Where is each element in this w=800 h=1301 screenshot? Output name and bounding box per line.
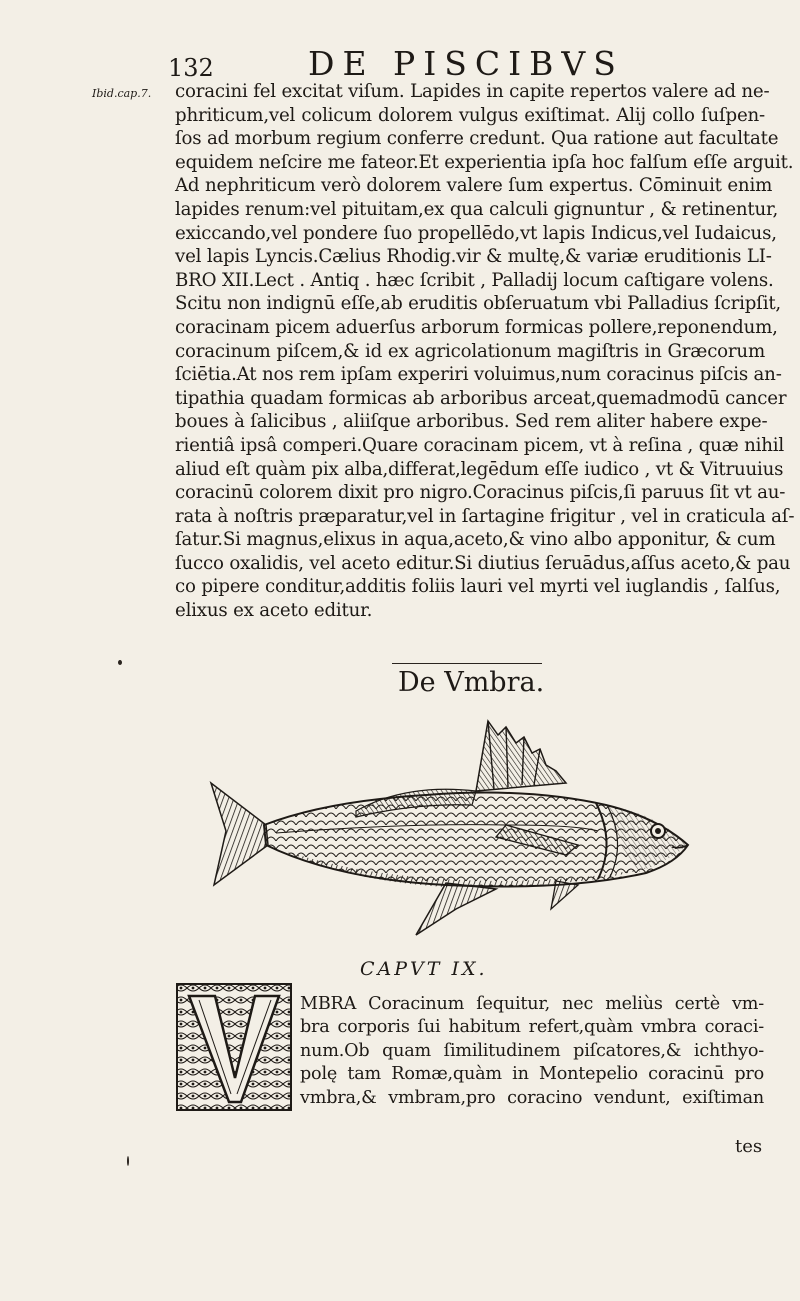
page-number: 132 (168, 54, 214, 82)
text-line: equidem neſcire me fateor.Et experientia ipſa hoc falſum eſſe arguit. (175, 151, 794, 173)
text-line: elixus ex aceto editur. (175, 600, 373, 622)
section-title: De Vmbra. (398, 667, 545, 698)
text-line: tipathia quadam formicas ab arboribus arceat,quemadmodū cancer (175, 387, 787, 409)
text-line: ſatur.Si magnus,elixus in aqua,aceto,& vino albo apponitur, & cum (175, 529, 776, 551)
marginal-note: Ibid.cap.7. (92, 87, 152, 100)
text-line: ſucco oxalidis, vel aceto editur.Si diutius ſeruādus,aſſus aceto,& pau (175, 552, 791, 574)
catchword: tes (735, 1136, 763, 1157)
text-line: rientiâ ipsâ comperi.Quare coracinam picem, vt à reſina , quæ nihil (175, 434, 785, 456)
chapter-text-line: num.Ob quam ſimilitudinem piſcatores,& ichthyo- (300, 1040, 764, 1061)
chapter-text-line: bra corporis ſui habitum refert,quàm vmbra coraci- (300, 1017, 764, 1038)
section-rule (392, 663, 542, 664)
text-line: coracinam picem aduerſus arborum formicas pollere,reponendum, (175, 316, 778, 338)
text-line: rata à noſtris præparatur,vel in ſartagine frigitur , vel in craticula aſ- (175, 505, 795, 527)
text-line: BRO XII.Lect . Antiq . hæc ſcribit , Palladij locum caſtigare volens. (175, 269, 774, 291)
chapter-heading: CAPVT IX. (360, 958, 488, 980)
page-title: DE PISCIBVS (308, 44, 624, 83)
text-line: phriticum,vel colicum dolorem vulgus exiſtimat. Alij collo ſuſpen- (175, 104, 765, 126)
text-line: aliud eſt quàm pix alba,differat,legēdum eſſe iudico , vt & Vitruuius (175, 458, 784, 480)
body-text (175, 80, 795, 623)
text-line: vel lapis Lyncis.Cælius Rhodig.vir & multę,& variæ eruditionis LI- (175, 246, 772, 268)
text-line: ſos ad morbum regium conferre credunt. Qua ratione aut facultate (175, 128, 779, 150)
text-line: Scitu non indignū eſſe,ab eruditis obſeruatum vbi Palladius ſcripſit, (175, 293, 782, 315)
chapter-text-line: MBRA Coracinum ſequitur, nec meliùs certè vm- (300, 994, 764, 1014)
decorated-initial-v (175, 982, 293, 1112)
text-line: Ad nephriticum verò dolorem valere ſum expertus. Cōminuit enim (175, 175, 773, 197)
text-line: lapides renum:vel pituitam,ex qua calculi gignuntur , & retinentur, (175, 198, 779, 220)
text-line: coracinum piſcem,& id ex agricolationum magiſtris in Græcorum (175, 340, 765, 362)
ink-speck (127, 1156, 129, 1166)
text-line: coracini fel excitat viſum. Lapides in capite repertos valere ad ne- (175, 81, 770, 102)
text-line: coracinū colorem dixit pro nigro.Coracinus piſcis,ſi paruus ſit vt au- (175, 482, 786, 504)
chapter-text (300, 993, 764, 1110)
fish-woodcut-illustration (206, 713, 706, 943)
running-head (160, 40, 640, 84)
text-line: ſciētia.At nos rem ipſam experiri voluimus,num coracinus piſcis an- (175, 364, 782, 386)
text-line: exiccando,vel pondere ſuo propellēdo,vt lapis Indicus,vel Iudaicus, (175, 222, 777, 244)
chapter-text-line: vmbra,& vmbram,pro coracino vendunt, exiſtiman (300, 1087, 764, 1108)
text-line: co pipere conditur,additis foliis lauri vel myrti vel iuglandis , ſalſus, (175, 576, 781, 598)
ink-speck (118, 660, 122, 665)
text-line: boues à ſalicibus , aliiſque arboribus. Sed rem aliter habere expe- (175, 411, 768, 433)
chapter-text-line: polę tam Romæ,quàm in Montepelio coracinū pro (300, 1064, 764, 1085)
